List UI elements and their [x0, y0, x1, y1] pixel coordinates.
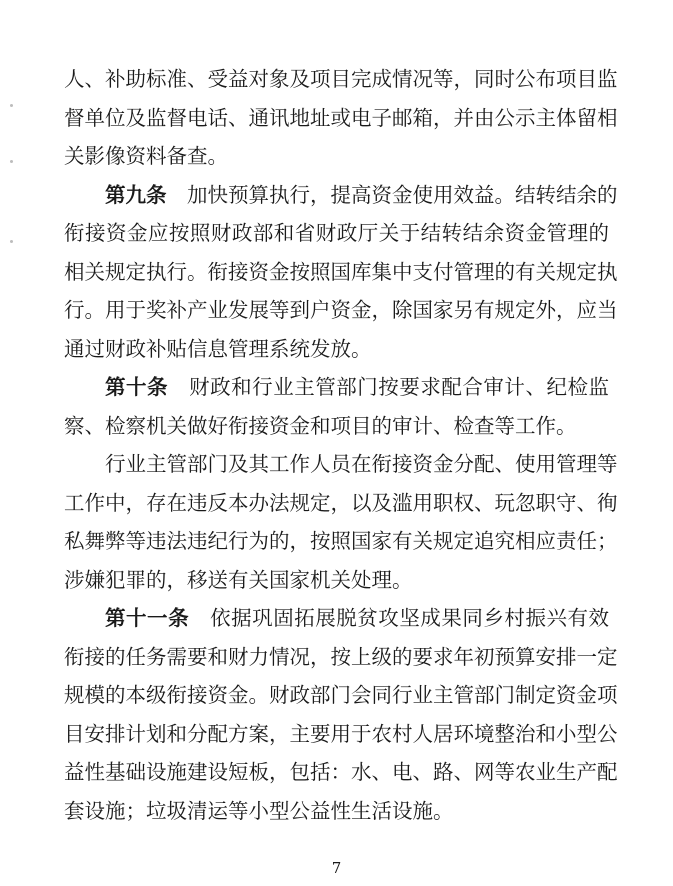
article-10-text: 财政和行业主管部门按要求配合审计、纪检监 [189, 375, 610, 399]
article-10-title: 第十条 [105, 375, 169, 399]
paragraph-1-line-1: 人、补助标准、受益对象及项目完成情况等，同时公布项目监 [64, 67, 618, 91]
article-9-line-2: 衔接资金应按照财政部和省财政厅关于结转结余资金管理的 [64, 221, 609, 245]
article-11-title: 第十一条 [105, 606, 190, 630]
scan-speck [10, 160, 13, 163]
article-11-text: 依据巩固拓展脱贫攻坚成果同乡村振兴有效 [210, 606, 610, 630]
article-11-line-4: 目安排计划和分配方案，主要用于农村人居环境整治和小型公 [64, 721, 618, 746]
article-9-first-line [105, 178, 618, 212]
paragraph-4-line-4: 涉嫌犯罪的，移送有关国家机关处理。 [64, 567, 413, 592]
article-11-line-3: 规模的本级衔接资金。财政部门会同行业主管部门制定资金项 [64, 683, 618, 707]
paragraph-4-line-2: 工作中，存在违反本办法规定，以及滥用职权、玩忽职守、徇 [64, 490, 618, 515]
article-10-line-2: 察、检察机关做好衔接资金和项目的审计、检查等工作。 [64, 413, 577, 438]
article-10-first-line [105, 370, 609, 404]
article-9-text: 加快预算执行，提高资金使用效益。结转结余的 [187, 182, 618, 207]
article-9-line-4: 行。用于奖补产业发展等到户资金，除国家另有规定外，应当 [64, 298, 618, 322]
paragraph-1-line-3: 关影像资料备查。 [64, 144, 228, 168]
article-9-line-5: 通过财政补贴信息管理系统发放。 [64, 336, 372, 361]
paragraph-4-line-1: 行业主管部门及其工作人员在衔接资金分配、使用管理等 [105, 452, 618, 476]
article-11-first-line [105, 601, 609, 635]
article-9-line-3: 相关规定执行。衔接资金按照国库集中支付管理的有关规定执 [64, 259, 618, 284]
paragraph-4-line-3: 私舞弊等违法违纪行为的，按照国家有关规定追究相应责任； [64, 529, 618, 553]
article-11-line-2: 衔接的任务需要和财力情况，按上级的要求年初预算安排一定 [64, 644, 618, 669]
paragraph-1-line-2: 督单位及监督电话、通讯地址或电子邮箱，并由公示主体留相 [64, 105, 618, 130]
scan-speck [10, 104, 13, 107]
page-number: 7 [331, 859, 342, 877]
article-9-title: 第九条 [105, 182, 167, 207]
article-11-line-5: 益性基础设施建设短板，包括：水、电、路、网等农业生产配 [64, 760, 618, 784]
article-11-line-6: 套设施；垃圾清运等小型公益性生活设施。 [64, 798, 454, 823]
scan-speck [10, 240, 13, 243]
